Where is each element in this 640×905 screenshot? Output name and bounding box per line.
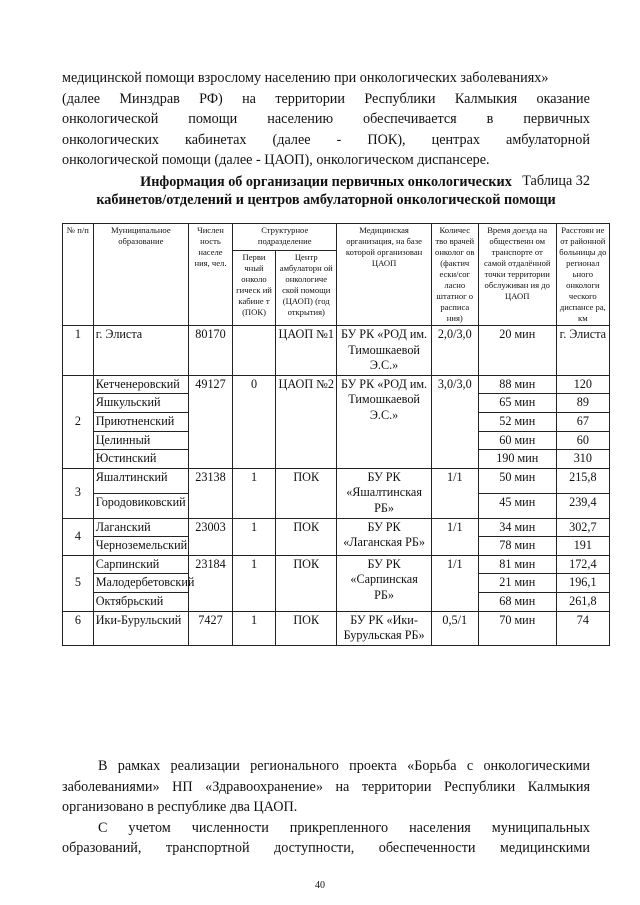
word: (далее xyxy=(62,90,101,107)
distance-cell: 67 xyxy=(556,412,609,431)
distance-cell: 310 xyxy=(556,450,609,469)
doctors-cell: 3,0/3,0 xyxy=(431,375,478,468)
word: Минздрав xyxy=(119,90,180,107)
doctors-cell: 1/1 xyxy=(431,468,478,518)
pok-cell: 0 xyxy=(233,375,276,468)
pok-cell: 1 xyxy=(233,468,276,518)
word: первичных xyxy=(523,111,590,127)
caop-cell: ЦАОП №2 xyxy=(276,375,337,468)
word: помощи xyxy=(188,111,238,127)
header-caop: Центр амбулаторн ой онкологиче ской помощи (ЦАОП) (год открытия) xyxy=(276,251,337,326)
word: проекта xyxy=(349,758,397,774)
pok-cell: 1 xyxy=(233,518,276,555)
header-structural: Структурное подразделение xyxy=(233,224,337,251)
word: онкологической xyxy=(62,111,159,127)
outro-paragraph xyxy=(62,756,590,859)
population-cell: 23138 xyxy=(188,468,232,518)
text-line xyxy=(62,89,590,110)
municipality-cell: Городовиковский xyxy=(93,493,188,518)
population-cell: 23184 xyxy=(188,555,232,611)
text-line xyxy=(62,818,590,839)
population-cell: 23003 xyxy=(188,518,232,555)
organization-cell: БУ РК «РОД им. Тимошкаевой Э.С.» xyxy=(337,326,431,376)
word: РФ) xyxy=(199,90,223,107)
word: рамках xyxy=(117,758,161,774)
table-title-line: кабинетов/отделений и центров амбулаторной онкологической помощи xyxy=(96,192,556,208)
organization-cell: БУ РК «Сарпинская РБ» xyxy=(337,555,431,611)
municipality-cell: Лаганский xyxy=(93,518,188,537)
word: населения xyxy=(409,819,471,836)
word: учетом xyxy=(128,819,171,836)
word: С xyxy=(98,819,108,836)
text-line xyxy=(62,838,590,859)
word: НП xyxy=(172,778,193,795)
distance-cell: 60 xyxy=(556,431,609,450)
travel-time-cell: 81 мин xyxy=(478,555,556,574)
word: в xyxy=(486,111,494,127)
caop-cell: ПОК xyxy=(276,555,337,611)
municipality-cell: Ики-Бурульский xyxy=(93,611,188,645)
table-label: Таблица 32 xyxy=(522,172,590,189)
text-line xyxy=(62,130,590,151)
word: Республики xyxy=(444,778,516,795)
distance-cell: 172,4 xyxy=(556,555,609,574)
header-doctors: Количес тво врачей онколог ов (фактич ески/сог ласно штатног о расписа ния) xyxy=(431,224,478,326)
municipality-cell: Кетченеровский xyxy=(93,375,188,394)
text-line: медицинской помощи взрослому населению при онкологических заболеваниях» xyxy=(62,70,549,86)
distance-cell: 261,8 xyxy=(556,592,609,611)
word: на xyxy=(335,778,350,795)
word: территории xyxy=(361,778,432,795)
word: В xyxy=(98,758,108,774)
distance-cell: 120 xyxy=(556,375,609,394)
header-organization: Медицинская организация, на базе которой организован ЦАОП xyxy=(337,224,431,326)
word: заболеваниями» xyxy=(62,778,160,795)
distance-cell: г. Элиста xyxy=(556,326,609,376)
doctors-cell: 2,0/3,0 xyxy=(431,326,478,376)
travel-time-cell: 78 мин xyxy=(478,537,556,556)
word: онкологическими xyxy=(483,758,590,774)
travel-time-cell: 52 мин xyxy=(478,412,556,431)
word: обеспеченности xyxy=(378,840,476,856)
doctors-cell: 1/1 xyxy=(431,518,478,555)
word: амбулаторной xyxy=(506,131,590,148)
word: численности xyxy=(191,819,269,836)
pok-cell xyxy=(233,326,276,376)
word: оказание xyxy=(536,90,590,107)
distance-cell: 215,8 xyxy=(556,468,609,493)
text-line xyxy=(62,777,590,798)
page-number: 40 xyxy=(315,880,325,891)
travel-time-cell: 21 мин xyxy=(478,574,556,593)
organization-cell: БУ РК «РОД им. Тимошкаевой Э.С.» xyxy=(337,375,431,468)
travel-time-cell: 45 мин xyxy=(478,493,556,518)
header-municipality: Муниципальное образование xyxy=(93,224,188,326)
word: (далее xyxy=(272,131,311,148)
distance-cell: 74 xyxy=(556,611,609,645)
organization-cell: БУ РК «Яшалтинская РБ» xyxy=(337,468,431,518)
doctors-cell: 0,5/1 xyxy=(431,611,478,645)
word: Калмыкия xyxy=(527,778,590,795)
travel-time-cell: 70 мин xyxy=(478,611,556,645)
municipality-cell: Приютненский xyxy=(93,412,188,431)
row-number: 3 xyxy=(63,468,94,518)
pok-cell: 1 xyxy=(233,611,276,645)
table-row xyxy=(63,518,610,537)
distance-cell: 89 xyxy=(556,394,609,413)
word: доступности, xyxy=(274,840,355,856)
row-number: 5 xyxy=(63,555,94,611)
word: обеспечивается xyxy=(363,111,457,127)
word: медицинскими xyxy=(499,840,590,856)
word: на xyxy=(242,90,256,107)
table-row xyxy=(63,611,610,645)
travel-time-cell: 50 мин xyxy=(478,468,556,493)
caop-cell: ПОК xyxy=(276,518,337,555)
word: «Здравоохранение» xyxy=(205,778,323,795)
word: регионального xyxy=(250,758,339,774)
word: с xyxy=(466,758,474,774)
population-cell: 49127 xyxy=(188,375,232,468)
travel-time-cell: 68 мин xyxy=(478,592,556,611)
doctors-cell: 1/1 xyxy=(431,555,478,611)
table-title xyxy=(62,173,590,209)
travel-time-cell: 88 мин xyxy=(478,375,556,394)
caop-cell: ЦАОП №1 xyxy=(276,326,337,376)
municipality-cell: Октябрьский xyxy=(93,592,188,611)
table-title-line: Информация об организации первичных онкологических xyxy=(140,174,512,190)
header-travel-time: Время доезда на общественн ом транспорте от самой отдалённой точки территории обслуживан ия до ЦАОП xyxy=(478,224,556,326)
table-row xyxy=(63,555,610,574)
word: онкологических xyxy=(62,131,160,148)
distance-cell: 191 xyxy=(556,537,609,556)
word: центрах xyxy=(431,131,480,148)
caop-cell: ПОК xyxy=(276,611,337,645)
table-body xyxy=(63,326,610,646)
organization-cell: БУ РК «Ики-Бурульская РБ» xyxy=(337,611,431,645)
word: ПОК), xyxy=(367,131,406,148)
word: образований, xyxy=(62,840,142,856)
organization-cell: БУ РК «Лаганская РБ» xyxy=(337,518,431,555)
word: - xyxy=(336,131,342,148)
distance-cell: 302,7 xyxy=(556,518,609,537)
municipality-cell: Яшкульский xyxy=(93,394,188,413)
municipality-cell: Малодербетовский xyxy=(93,574,188,593)
table-row xyxy=(63,468,610,493)
travel-time-cell: 190 мин xyxy=(478,450,556,469)
header-num: № п/п xyxy=(63,224,94,326)
header-pok: Перви чный онколо гическ ий кабине т (ПОК) xyxy=(233,251,276,326)
word: реализации xyxy=(170,758,240,774)
table-row xyxy=(63,326,610,376)
municipality-cell: Юстинский xyxy=(93,450,188,469)
header-population: Числен ность населе ния, чел. xyxy=(188,224,232,326)
distance-cell: 196,1 xyxy=(556,574,609,593)
text-line: онкологической помощи (далее - ЦАОП), онкологическом диспансере. xyxy=(62,152,490,168)
header-distance: Расстоян ие от районной больницы до регионал ьного онкологи ческого диспансе ра, км xyxy=(556,224,609,326)
municipality-cell: г. Элиста xyxy=(93,326,188,376)
word: Республики xyxy=(364,90,436,107)
travel-time-cell: 20 мин xyxy=(478,326,556,376)
row-number: 1 xyxy=(63,326,94,376)
caop-cell: ПОК xyxy=(276,468,337,518)
municipality-cell: Черноземельский xyxy=(93,537,188,556)
word: населению xyxy=(267,111,334,127)
pok-cell: 1 xyxy=(233,555,276,611)
row-number: 4 xyxy=(63,518,94,555)
text-line xyxy=(62,756,590,777)
municipality-cell: Яшалтинский xyxy=(93,468,188,493)
travel-time-cell: 60 мин xyxy=(478,431,556,450)
travel-time-cell: 34 мин xyxy=(478,518,556,537)
population-cell: 7427 xyxy=(188,611,232,645)
table-row xyxy=(63,375,610,394)
travel-time-cell: 65 мин xyxy=(478,394,556,413)
municipality-cell: Целинный xyxy=(93,431,188,450)
municipality-cell: Сарпинский xyxy=(93,555,188,574)
word: территории xyxy=(275,90,345,107)
word: кабинетах xyxy=(185,131,247,148)
row-number: 6 xyxy=(63,611,94,645)
word: транспортной xyxy=(165,840,250,856)
text-line: организовано в республике два ЦАОП. xyxy=(62,799,298,815)
word: «Борьба xyxy=(407,758,457,774)
word: Калмыкия xyxy=(454,90,518,107)
oncology-table xyxy=(62,223,610,646)
word: муниципальных xyxy=(491,819,590,836)
row-number: 2 xyxy=(63,375,94,468)
population-cell: 80170 xyxy=(188,326,232,376)
word: прикрепленного xyxy=(289,819,389,836)
text-line xyxy=(62,109,590,130)
distance-cell: 239,4 xyxy=(556,493,609,518)
